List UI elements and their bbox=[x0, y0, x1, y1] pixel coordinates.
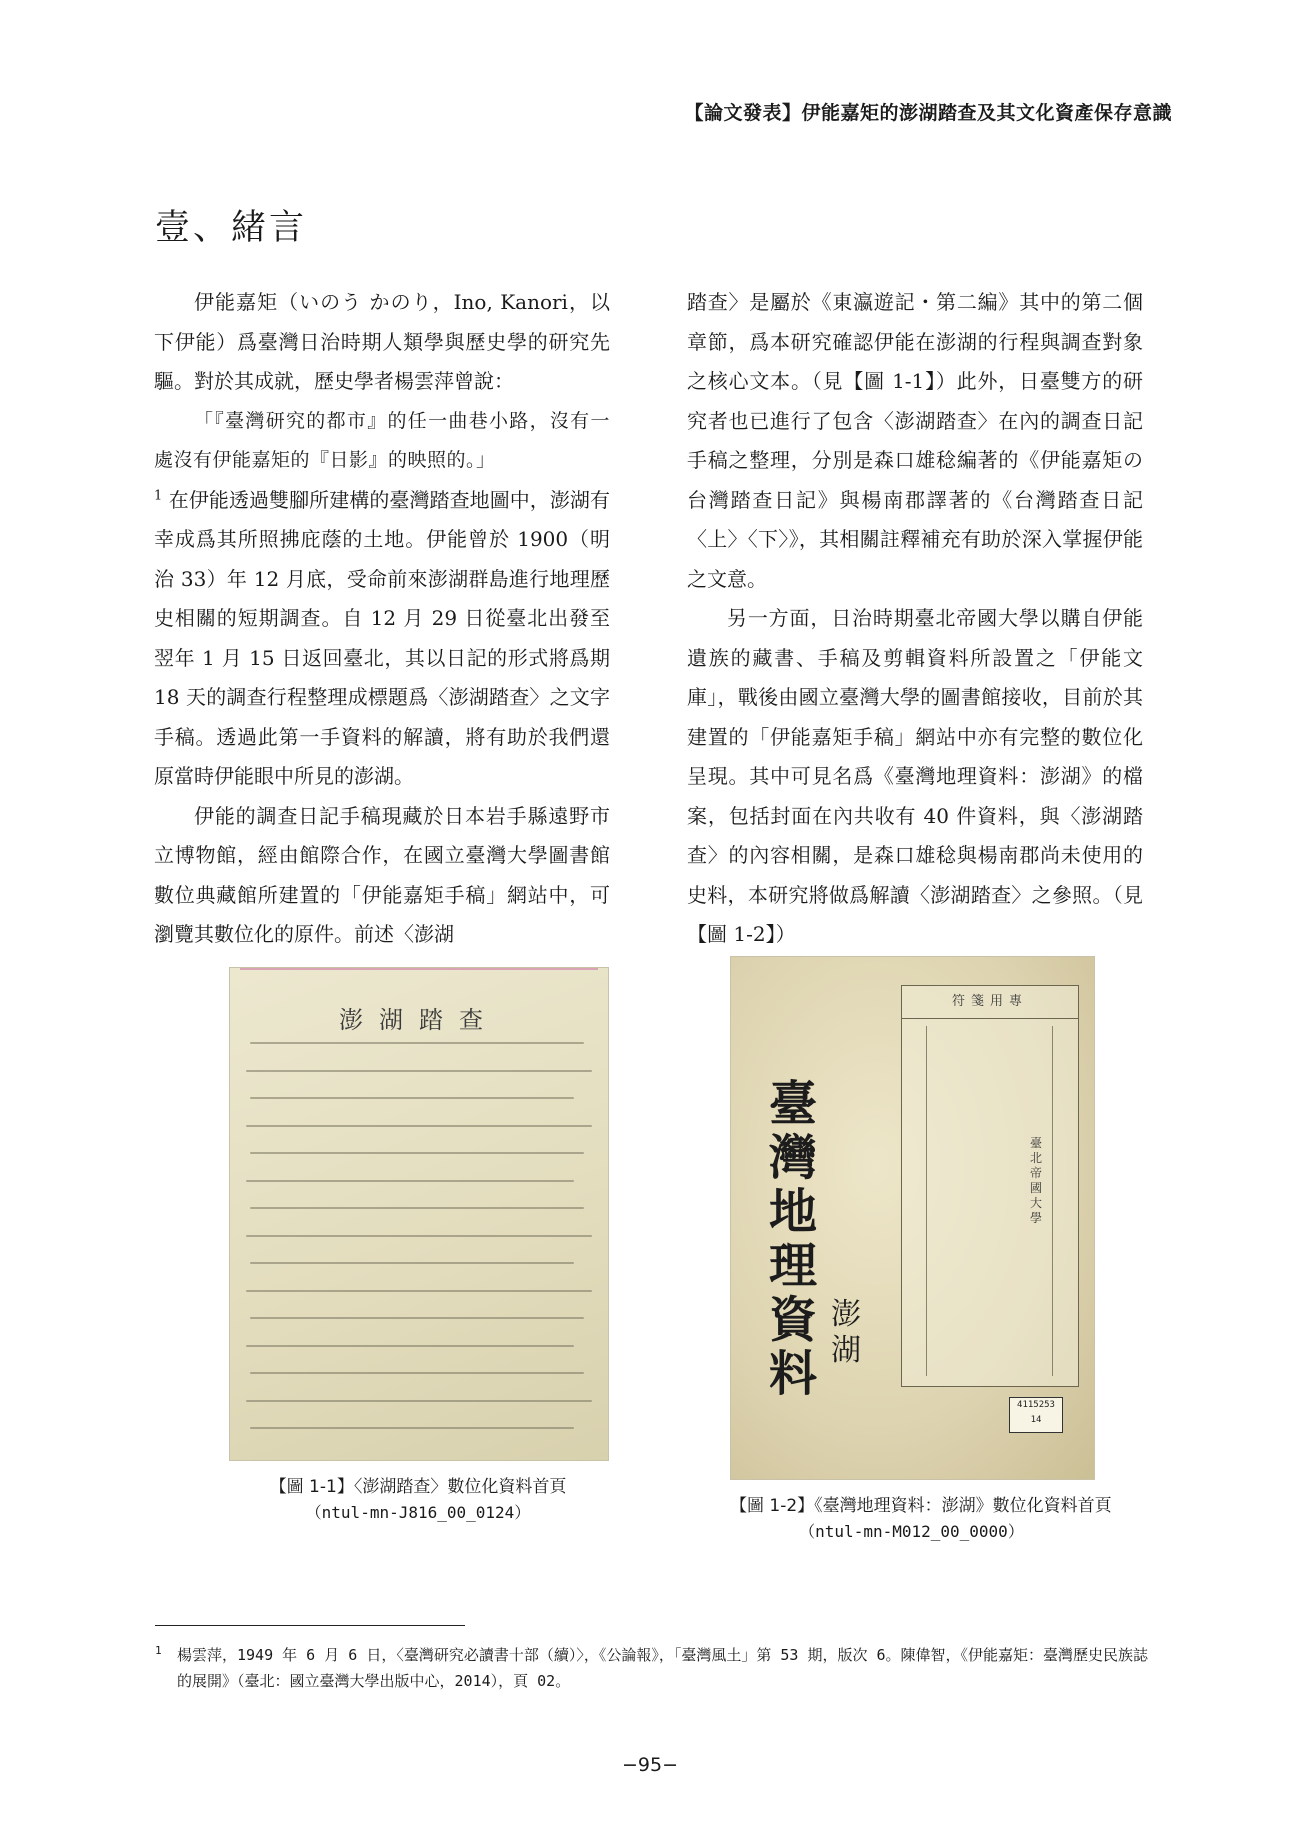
envelope-label bbox=[901, 985, 1079, 1387]
paragraph-archive: 另一方面，日治時期臺北帝國大學以購自伊能遺族的藏書、手稿及剪輯資料所設置之「伊能文庫」，戰後由國立臺灣大學的圖書館接收，目前於其建置的「伊能嘉矩手稿」網站中亦有完整的數位化呈現。其中可見名爲《臺灣地理資料：澎湖》的檔案，包括封面在內共收有 40 件資料，與〈澎湖踏查〉的內容相關，是森口雄稔與楊南郡尚未使用的史料，本研究將做爲解讀〈澎湖踏查〉之參照。（見【圖 1-2】） bbox=[687, 606, 1143, 946]
handwriting-line bbox=[250, 1317, 584, 1319]
handwriting-line bbox=[246, 1125, 592, 1127]
manuscript-image bbox=[229, 967, 609, 1461]
paragraph-manuscript-cont: 踏查〉是屬於《東瀛遊記・第二編》其中的第二個章節，爲本研究確認伊能在澎湖的行程與調查對象之核心文本。（見【圖 1-1】）此外，日臺雙方的研究者也已進行了包含〈澎湖踏查〉在內的調查日記手稿之整理，分別是森口雄稔編著的《伊能嘉矩の台灣踏查日記》與楊南郡譯著的《台灣踏查日記〈上〉〈下〉》，其相關註釋補充有助於深入掌握伊能之文意。 bbox=[687, 290, 1143, 591]
paragraph-intro-text: 伊能嘉矩（いのう かのり，Ino, Kanori，以下伊能）爲臺灣日治時期人類學與歷史學的研究先驅。對於其成就，歷史學者楊雲萍曾說： bbox=[154, 290, 610, 393]
footnote-mark: 1 bbox=[155, 1644, 162, 1657]
envelope-rule-right bbox=[1052, 1026, 1053, 1376]
manuscript-title: 澎湖踏查 bbox=[339, 1006, 499, 1034]
figure-1-caption-title: 【圖 1-1】〈澎湖踏查〉數位化資料首頁 bbox=[269, 1477, 567, 1497]
footnote bbox=[155, 1642, 1160, 1694]
brush-subtitle: 澎湖 bbox=[831, 1297, 861, 1368]
figure-2 bbox=[730, 956, 1112, 1544]
left-column bbox=[154, 283, 610, 955]
handwriting-line bbox=[250, 1427, 574, 1429]
figure-2-caption bbox=[730, 1494, 1112, 1544]
manuscript-page bbox=[240, 968, 598, 1460]
figure-1 bbox=[229, 967, 609, 1525]
figure-1-caption-id: （ntul-mn-J816_00_0124） bbox=[305, 1503, 531, 1522]
figure-2-caption-title: 【圖 1-2】《臺灣地理資料：澎湖》數位化資料首頁 bbox=[730, 1496, 1112, 1516]
paragraph-manuscript: 伊能的調查日記手稿現藏於日本岩手縣遠野市立博物館，經由館際合作，在國立臺灣大學圖書館數位典藏館所建置的「伊能嘉矩手稿」網站中，可瀏覽其數位化的原件。前述〈澎湖 bbox=[154, 803, 610, 946]
handwriting-line bbox=[250, 1207, 584, 1209]
paragraph-intro-cont: 在伊能透過雙腳所建構的臺灣踏查地圖中，澎湖有幸成爲其所照拂庇蔭的土地。伊能曾於 1900（明治 33）年 12 月底，受命前來澎湖群島進行地理歷史相關的短期調查。自 12 月 29 日從臺北出發至翌年 1 月 15 日返回臺北，其以日記的形式將爲期 18 天的調查行程整理成標題爲〈澎湖踏查〉之文字手稿。透過此第一手資料的解讀，將有助於我們還原當時伊能眼中所見的澎湖。 bbox=[154, 487, 610, 788]
handwriting-line bbox=[246, 1180, 574, 1182]
handwriting-line bbox=[246, 1400, 592, 1402]
paragraph-intro bbox=[154, 283, 610, 797]
handwriting-line bbox=[246, 1290, 592, 1292]
running-header: 【論文發表】伊能嘉矩的澎湖踏查及其文化資產保存意識 bbox=[684, 102, 1172, 124]
figure-2-caption-id: （ntul-mn-M012_00_0000） bbox=[799, 1522, 1024, 1541]
quotation: 「『臺灣研究的都市』的任一曲巷小路，沒有一處沒有伊能嘉矩的『日影』的映照的。」 bbox=[154, 409, 610, 471]
page-number: −95− bbox=[621, 1754, 679, 1776]
envelope-rule-left bbox=[926, 1026, 927, 1376]
handwriting-line bbox=[250, 1262, 574, 1264]
handwriting-line bbox=[250, 1152, 584, 1154]
right-column bbox=[687, 283, 1143, 955]
manuscript-handwriting bbox=[246, 1042, 592, 1455]
handwriting-line bbox=[246, 1345, 574, 1347]
section-title: 壹、緒言 bbox=[155, 208, 308, 248]
catalog-stamp: 4115253 14 bbox=[1009, 1397, 1063, 1433]
figure-1-caption bbox=[229, 1475, 607, 1525]
handwriting-line bbox=[250, 1097, 574, 1099]
handwriting-line bbox=[250, 1372, 584, 1374]
footnote-ref[interactable]: 1 bbox=[154, 487, 163, 503]
handwriting-line bbox=[246, 1070, 592, 1072]
handwriting-line bbox=[250, 1042, 584, 1044]
envelope-image bbox=[730, 956, 1095, 1480]
envelope-publisher: 臺北帝國大學 bbox=[1030, 1136, 1043, 1225]
brush-title: 臺灣地理資料 bbox=[769, 1076, 818, 1402]
handwriting-line bbox=[246, 1235, 592, 1237]
footnote-text: 楊雲萍，1949 年 6 月 6 日，〈臺灣研究必讀書十部（續）〉，《公論報》，「臺灣風土」第 53 期，版次 6。陳偉智，《伊能嘉矩：臺灣歷史民族誌的展開》（臺北：國立臺灣大學出版中心，2014），頁 02。 bbox=[177, 1646, 1149, 1690]
envelope-header: 符箋用專 bbox=[902, 986, 1078, 1019]
footnote-rule bbox=[155, 1625, 465, 1626]
